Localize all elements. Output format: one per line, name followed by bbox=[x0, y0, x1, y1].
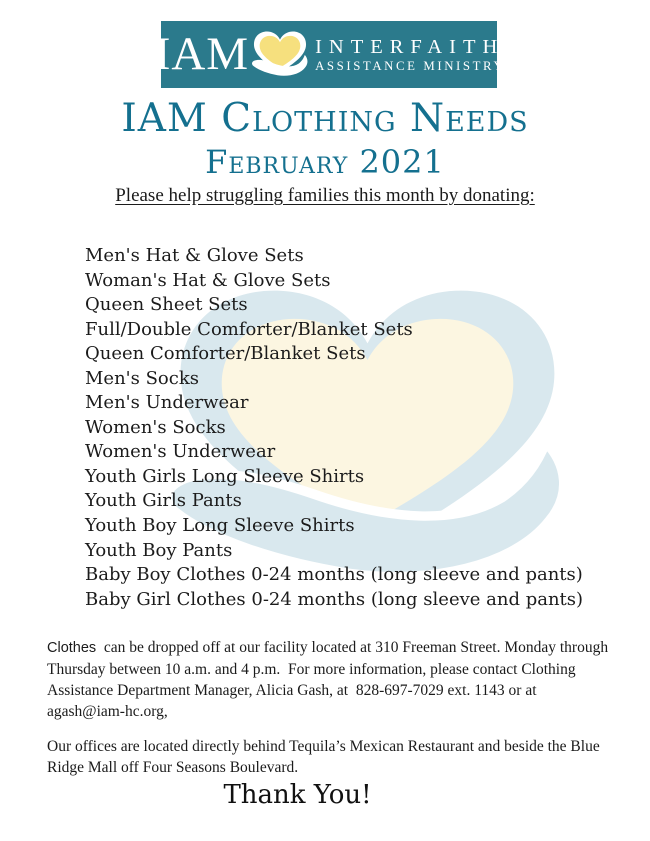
thank-you-text: Thank You! bbox=[223, 780, 372, 810]
clothing-need-item: Youth Girls Pants bbox=[85, 490, 242, 512]
location-paragraph: Our offices are located directly behind Tequila’s Mexican Restaurant and beside the Blue Ridge Mall off Four Seasons Boulevard. bbox=[47, 738, 604, 776]
clothing-need-item: Queen Sheet Sets bbox=[85, 294, 248, 316]
clothing-need-item: Woman's Hat & Glove Sets bbox=[85, 269, 331, 291]
clothing-need-item: Full/Double Comforter/Blanket Sets bbox=[85, 318, 413, 340]
clothing-need-item: Men's Underwear bbox=[85, 392, 249, 414]
dropoff-info-paragraph bbox=[47, 637, 619, 722]
clothing-need-item: Baby Girl Clothes 0-24 months (long sleeve and pants) bbox=[85, 588, 584, 610]
org-name-line2: ASSISTANCE MINISTRY bbox=[315, 59, 506, 74]
org-name-block bbox=[315, 36, 505, 74]
dropoff-lead-word: Clothes bbox=[47, 640, 97, 656]
clothing-need-item: Queen Comforter/Blanket Sets bbox=[85, 343, 366, 365]
tagline-text: Please help struggling families this month by donating: bbox=[115, 185, 535, 206]
iam-logo-text: IAM bbox=[154, 28, 250, 80]
page-title: IAM Clothing Needs bbox=[121, 96, 529, 141]
page-subtitle: February 2021 bbox=[205, 143, 445, 181]
heart-in-hand-icon bbox=[249, 28, 311, 84]
clothing-need-item: Men's Socks bbox=[85, 367, 199, 389]
needs-list bbox=[85, 244, 605, 612]
dropoff-text: can be dropped off at our facility located at 310 Freeman Street. Monday through Thursday between 10 a.m. and 4 p.m. For more information, please contact Clothing Assistance Department Manager, Alicia Gash, at 828-697-7029 ext. 1143 or at agash@iam-hc.org, bbox=[47, 639, 612, 720]
clothing-need-item: Youth Boy Long Sleeve Shirts bbox=[85, 515, 355, 537]
iam-logo-banner bbox=[154, 21, 506, 88]
clothing-need-item: Women's Underwear bbox=[85, 441, 276, 463]
org-name-line1: INTERFAITH bbox=[315, 35, 505, 58]
clothing-need-item: Men's Hat & Glove Sets bbox=[85, 245, 304, 266]
clothing-need-item: Youth Boy Pants bbox=[85, 539, 233, 561]
clothing-need-item: Youth Girls Long Sleeve Shirts bbox=[85, 465, 365, 487]
clothing-need-item: Baby Boy Clothes 0-24 months (long sleeve and pants) bbox=[85, 564, 583, 586]
clothing-need-item: Women's Socks bbox=[85, 416, 226, 438]
